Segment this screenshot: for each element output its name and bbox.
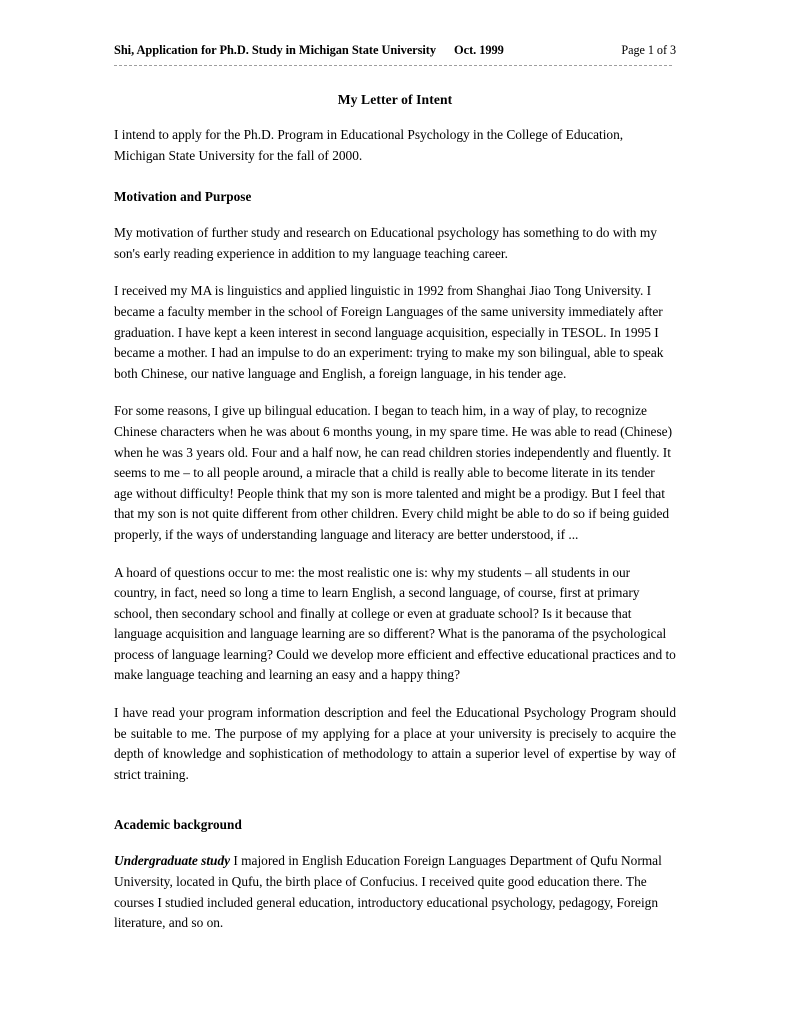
motivation-paragraph-5: I have read your program information description and feel the Educational Psychology Program should be suitable to me. The purpose of my applying for a place at your university is precisely to acquire the depth of knowledge and sophistication of methodology to attain a superior level of expertise by way of strict training. [114, 705, 676, 782]
motivation-paragraph-4: A hoard of questions occur to me: the most realistic one is: why my students – all students in our country, in fact, need so long a time to learn English, a second language, of course, first at primary school, then secondary school and finally at college or even at graduate school? Is it because that language acquisition and language learning are so different? What is the panorama of the psychological process of language learning? Could we develop more efficient and effective educational practices and to make language teaching and learning an easy and a happy thing? [114, 564, 676, 683]
section-heading-motivation: Motivation and Purpose [114, 189, 252, 205]
undergraduate-paragraph [114, 851, 676, 933]
running-header-row [114, 42, 676, 58]
motivation-paragraph-2: I received my MA is linguistics and applied linguistic in 1992 from Shanghai Jiao Tong University. I became a faculty member in the school of Foreign Languages of the same university immediately after graduation. I have kept a keen interest in second language acquisition, especially in TESOL. In 1995 I became a mother. I had an impulse to do an experiment: trying to make my son bilingual, able to speak both Chinese, our native language and English, a foreign language, in his tender age. [114, 283, 664, 381]
running-header [114, 42, 676, 67]
undergraduate-study-text: I majored in English Education Foreign Languages Department of Qufu Normal University, located in Qufu, the birth place of Confucius. I received quite good education there. The courses I studied included general education, introductory educational psychology, pedagogy, Foreign literature, and so on. [114, 853, 662, 931]
document-body [114, 125, 676, 934]
page-title: My Letter of Intent [337, 92, 453, 107]
header-page-number: Page 1 of 3 [621, 43, 676, 57]
intro-paragraph: I intend to apply for the Ph.D. Program in Educational Psychology in the College of Education, Michigan State University for the fall of 2000. [114, 127, 624, 163]
motivation-paragraph-1: My motivation of further study and research on Educational psychology has something to do with my son's early reading experience in addition to my language teaching career. [114, 225, 657, 261]
section-heading-academic-background: Academic background [114, 817, 242, 833]
header-date: Oct. 1999 [454, 43, 504, 57]
header-title: Shi, Application for Ph.D. Study in Michigan State University [114, 43, 437, 57]
motivation-paragraph-3: For some reasons, I give up bilingual education. I began to teach him, in a way of play, to recognize Chinese characters when he was about 6 months young, in my spare time. He was able to read (Chinese) when he was 3 years old. Four and a half now, he can read children stories independently and fluently. It seems to me – to all people around, a miracle that a child is really able to become literate in its tender age without difficulty! People think that my son is more talented and might be a prodigy. But I feel that that my son is not quite different from other children. Every child might be able to do so if being guided properly, if the ways of understanding language and literacy are better understood, if ... [114, 403, 673, 542]
spacer [114, 802, 676, 815]
undergraduate-study-label: Undergraduate study [114, 853, 231, 869]
header-divider [114, 65, 672, 67]
page-content [114, 42, 676, 951]
